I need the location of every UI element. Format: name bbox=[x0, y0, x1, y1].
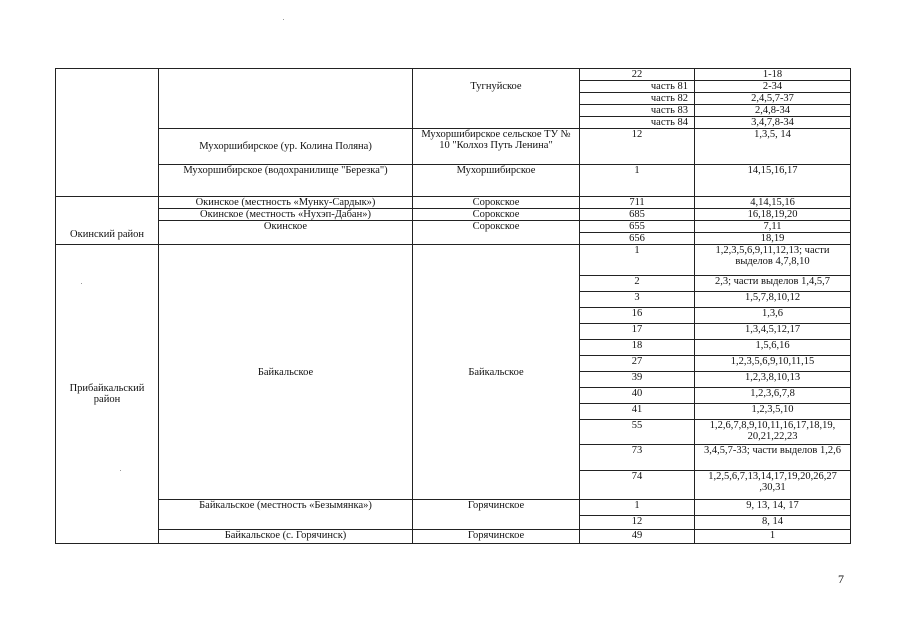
forestry-cell: Окинское (местность «Нухэп-Дабан») bbox=[159, 209, 413, 221]
forest-cell: Горячинское bbox=[413, 530, 580, 544]
forest-cell: Байкальское bbox=[413, 245, 580, 500]
allotments-cell: 1,2,6,7,8,9,10,11,16,17,18,19, 20,21,22,23 bbox=[695, 420, 851, 445]
quarter-cell: 55 bbox=[580, 420, 695, 445]
quarter-cell: 39 bbox=[580, 372, 695, 388]
quarter-cell: 685 bbox=[580, 209, 695, 221]
allotments-cell: 8, 14 bbox=[695, 516, 851, 530]
quarter-cell: 656 bbox=[580, 233, 695, 245]
forestry-cell: Мухоршибирское (ур. Колина Поляна) bbox=[159, 129, 413, 165]
allotments-cell: 1-18 bbox=[695, 69, 851, 81]
quarter-cell: 17 bbox=[580, 324, 695, 340]
quarter-cell: часть 82 bbox=[580, 93, 695, 105]
quarter-cell: 1 bbox=[580, 500, 695, 516]
allotments-cell: 2-34 bbox=[695, 81, 851, 93]
allotments-cell: 1,2,3,5,10 bbox=[695, 404, 851, 420]
quarter-cell: 40 bbox=[580, 388, 695, 404]
quarter-cell: 3 bbox=[580, 292, 695, 308]
quarter-cell: 74 bbox=[580, 471, 695, 500]
quarter-cell: 655 bbox=[580, 221, 695, 233]
table-row bbox=[56, 165, 851, 197]
allotments-cell: 1,2,3,6,7,8 bbox=[695, 388, 851, 404]
table-row bbox=[56, 197, 851, 209]
quarter-cell: 711 bbox=[580, 197, 695, 209]
quarter-cell: часть 84 bbox=[580, 117, 695, 129]
allotments-cell: 3,4,5,7-33; части выделов 1,2,6 bbox=[695, 445, 851, 471]
quarter-cell: 16 bbox=[580, 308, 695, 324]
allotments-cell: 1,5,6,16 bbox=[695, 340, 851, 356]
allotments-cell: 1,2,3,5,6,9,10,11,15 bbox=[695, 356, 851, 372]
allotments-cell: 18,19 bbox=[695, 233, 851, 245]
allotments-cell: 1,2,3,5,6,9,11,12,13; части выделов 4,7,8,10 bbox=[695, 245, 851, 276]
page-number: 7 bbox=[838, 572, 844, 586]
allotments-cell: 1,2,5,6,7,13,14,17,19,20,26,27 ,30,31 bbox=[695, 471, 851, 500]
district-cell bbox=[56, 69, 159, 197]
allotments-cell: 1,3,6 bbox=[695, 308, 851, 324]
forest-cell: Сорокское bbox=[413, 221, 580, 245]
table-row bbox=[56, 221, 851, 233]
forest-cell: Горячинское bbox=[413, 500, 580, 530]
table-row bbox=[56, 245, 851, 276]
quarter-cell: 18 bbox=[580, 340, 695, 356]
allotments-cell: 14,15,16,17 bbox=[695, 165, 851, 197]
allotments-cell: 16,18,19,20 bbox=[695, 209, 851, 221]
forestry-cell: Байкальское (с. Горячинск) bbox=[159, 530, 413, 544]
allotments-cell: 2,3; части выделов 1,4,5,7 bbox=[695, 276, 851, 292]
quarter-cell: 1 bbox=[580, 245, 695, 276]
allotments-cell: 9, 13, 14, 17 bbox=[695, 500, 851, 516]
quarter-cell: часть 81 bbox=[580, 81, 695, 93]
forestry-cell: Окинское bbox=[159, 221, 413, 245]
quarter-cell: 49 bbox=[580, 530, 695, 544]
allotments-cell: 1,3,5, 14 bbox=[695, 129, 851, 165]
forest-cell: Мухоршибирское bbox=[413, 165, 580, 197]
table-row bbox=[56, 500, 851, 516]
allotments-cell: 1,2,3,8,10,13 bbox=[695, 372, 851, 388]
forest-cell: Тугнуйское bbox=[413, 69, 580, 129]
forestry-cell: Байкальское bbox=[159, 245, 413, 500]
table-row bbox=[56, 129, 851, 165]
allotments-cell: 3,4,7,8-34 bbox=[695, 117, 851, 129]
forest-cell: Мухоршибирское сельское ТУ № 10 "Колхоз Путь Ленина" bbox=[413, 129, 580, 165]
forest-cell: Сорокское bbox=[413, 209, 580, 221]
allotments-cell: 1 bbox=[695, 530, 851, 544]
forest-allotments-table bbox=[55, 68, 851, 544]
quarter-cell: 22 bbox=[580, 69, 695, 81]
forestry-cell: Окинское (местность «Мунку-Сардык») bbox=[159, 197, 413, 209]
allotments-cell: 7,11 bbox=[695, 221, 851, 233]
allotments-cell: 1,5,7,8,10,12 bbox=[695, 292, 851, 308]
quarter-cell: 1 bbox=[580, 165, 695, 197]
forestry-cell bbox=[159, 69, 413, 129]
quarter-cell: часть 83 bbox=[580, 105, 695, 117]
allotments-cell: 2,4,5,7-37 bbox=[695, 93, 851, 105]
quarter-cell: 27 bbox=[580, 356, 695, 372]
district-cell: Окинский район bbox=[56, 197, 159, 245]
table-row bbox=[56, 209, 851, 221]
allotments-cell: 1,3,4,5,12,17 bbox=[695, 324, 851, 340]
scan-speck bbox=[283, 19, 284, 20]
forest-cell: Сорокское bbox=[413, 197, 580, 209]
quarter-cell: 73 bbox=[580, 445, 695, 471]
allotments-cell: 2,4,8-34 bbox=[695, 105, 851, 117]
table-row bbox=[56, 530, 851, 544]
quarter-cell: 2 bbox=[580, 276, 695, 292]
table-row bbox=[56, 69, 851, 81]
allotments-cell: 4,14,15,16 bbox=[695, 197, 851, 209]
forestry-cell: Мухоршибирское (водохранилище "Березка") bbox=[159, 165, 413, 197]
forestry-cell: Байкальское (местность «Безымянка») bbox=[159, 500, 413, 530]
district-cell: Прибайкальский район bbox=[56, 245, 159, 544]
quarter-cell: 12 bbox=[580, 516, 695, 530]
quarter-cell: 12 bbox=[580, 129, 695, 165]
quarter-cell: 41 bbox=[580, 404, 695, 420]
